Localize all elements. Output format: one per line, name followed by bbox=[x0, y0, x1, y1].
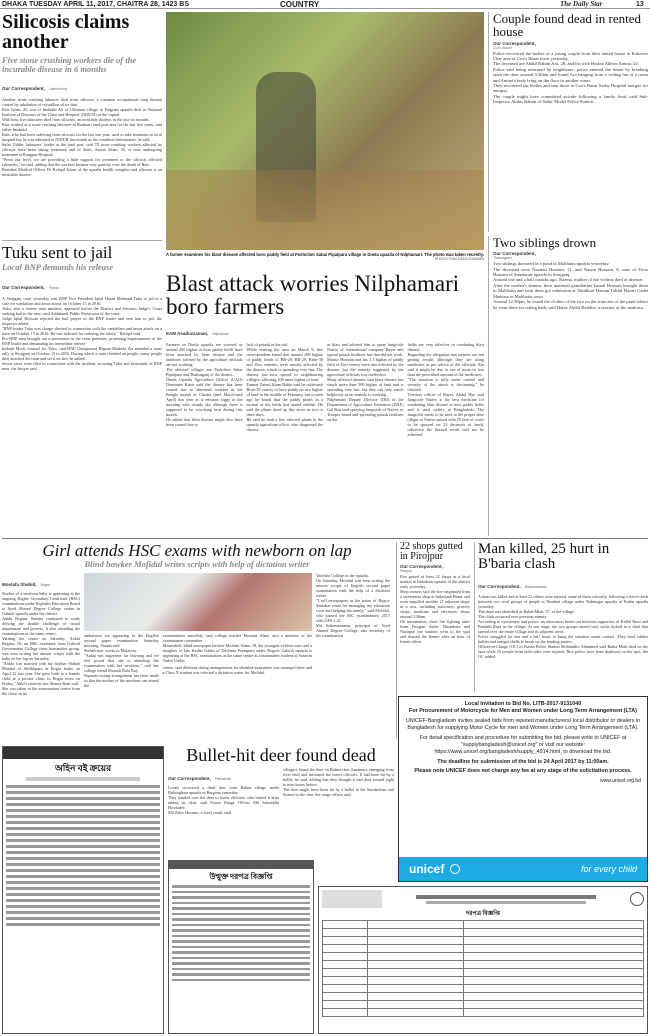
unicef-globe-icon bbox=[450, 864, 460, 874]
tuku-byline: Our Correspondent, bbox=[2, 284, 45, 290]
unicef-title: Local Invitation to Bid No. LITB-2017-9131040 bbox=[464, 701, 582, 707]
shops-byline: Our Correspondent, bbox=[400, 564, 443, 570]
hsc-byline: Mostafa Shahid, bbox=[2, 581, 37, 587]
hsc-headline: Girl attends HSC exams with newborn on lap bbox=[42, 542, 352, 560]
siblings-byline: Our Correspondent, bbox=[493, 251, 536, 257]
unicef-subtitle: For Procurement of Motorcycle for Men and Women under Long Term Arrangement (LTA) bbox=[409, 708, 637, 714]
silicosis-byline: Our Correspondent, bbox=[2, 86, 45, 92]
unicef-banner bbox=[399, 857, 647, 881]
unicef-url[interactable]: www.unicef.org.bd bbox=[600, 778, 641, 784]
unicef-no-fee: Please note UNICEF does not charge any fee at any stage of the solicitation process. bbox=[414, 768, 632, 774]
deer-story bbox=[168, 746, 394, 856]
bbaria-byline: Our Correspondent, bbox=[478, 583, 521, 589]
blast-col-1: Farmers in Dimla upazila are worried as around 200 bighas of boro paddy fields have been attacked by blast disease and the antidotes advised by the agriculture officials are not working. The affected villages are Pashchim Sabai Pipalpara and Thakurganj of the district. Dimla Upazila Agriculture Officer (UAO) Dominate Kabir said the disease has been caused due to abnormal weather in the Bangla month of Chaitra (mid March-mid April) this year as it remains foggy in the morning with cloudy sky although there is supposed to be scorching heat during this month. He added that blast disease might also have been caused due to bbox=[166, 341, 243, 427]
divider bbox=[2, 538, 648, 539]
ad-2-text-lines bbox=[172, 885, 310, 981]
ad-1-text-lines bbox=[6, 785, 160, 926]
tuku-subhead: Local BNP demands his release bbox=[2, 262, 114, 273]
tuku-story bbox=[2, 244, 162, 534]
ad-1-subtitle-bar bbox=[26, 777, 140, 781]
hsc-col-4: Tarafdar College in the upazila. On Saturday, Mofidul was seen writing the answer scripts of English second paper examination with the help of a dictation writer. "I sell newspapers in the trains of Bogra-Santahar route for managing my education costs and helping the family," said Mofidul, who passed the SSC examinations 2015 with GPA 3.22. Md Sadaruzzaman, principal of Syed Ahmed Degree College, also secretary of the examination bbox=[316, 572, 390, 638]
hsc-col-2: ambulance for appearing in the English second paper examination Saturday morning, Shanta said. Shihab now works in Malaysia. "Ankhi has eagerness for learning and we feel proud that she is attending the examination with her newborn," said her college friend Shonali Rahi Roy. Separate sitting arrangement has been made so that the mother of the newborn can attend the bbox=[84, 632, 159, 688]
blast-byline: EAM Asaduzzaman, bbox=[166, 330, 209, 336]
bbaria-story bbox=[474, 542, 648, 692]
bbaria-location: Brahmanbaria bbox=[524, 584, 547, 589]
couple-headline: Couple found dead in rented house bbox=[493, 12, 642, 40]
shops-location: Pirojpur bbox=[400, 569, 413, 574]
deer-location: Patuakhali bbox=[214, 777, 232, 782]
blast-location: Nilphamari bbox=[212, 331, 230, 336]
masthead bbox=[0, 0, 650, 9]
couple-location: Cox's Bazar bbox=[493, 45, 512, 50]
ad-1-header-bar bbox=[3, 747, 163, 759]
ad-3-table bbox=[322, 920, 644, 1017]
bbaria-body: A man was killed and at least 25 others were injured, some of them critically, following a fierce clash between two rival groups of people at Nimbari village under Nabinagar upazila of Kasba upazila yesterday. The dead was identified as Rabia Miah, 57, of the village. The clash occurred over previous enmity. According to eyewitness and police, an altercation broke out between supporters of Kalbil Raza and Pandath Raza in the village. At one stage, the two groups armed with sticks locked in a clash that spread over the entire village and its adjacent areas. Police struggled for one and a half hours to bring the situation under control. They fired rubber bullets and teargas shells to break up the feuding parties. Officer-in-Charge (OC) of Kasba Police Station Mohiuddin Ahammed said Rabia Miah died on the spot while 25 people from both sides were injured. Riot police have been deployed on the spot, the OC added. bbox=[478, 593, 648, 659]
unicef-logo: unicef bbox=[409, 862, 445, 876]
siblings-body: Two siblings drowned in a pond in Malihatia upazila yesterday. The deceased were Nazmul Hossain, 11, and Nasrin Hossain, 8, sons of Firoz Hussain of Samdarati upazila in Sirajganj. Around one and a half months ago, Nazma, mother of the victims died of disease. After the mother's demise, their maternal grandfather Ismail Hossain brought them to Malihatia and took them got admission at Tahidhari Hassan Tohlid Hazari Cadet Madrasa in Malihatia town. Around 12:30pm, he found the clothes of the two on the staircase of the pond where he went there for taking bath, said Hafez Abdul Baddiss, a teacher of the madrasa. bbox=[493, 261, 648, 310]
shops-body: Fire gutted at least 22 shops at a local market in Indurkani upazila of the district early yesterday. Shop owners said the fire originated from a sweetmeat shop at Indurkani Bazar and soon engulfed another 21 adjacent shops in a row, including stationery, grocery shops, medicine and electronic shops around 3:30am. On information, three fire fighting units from Pirojpur Sadar, Bhanderia and Nazirpur fire stations went to the spot and doused the flames after an hour of frantic effort. bbox=[400, 574, 470, 645]
blast-headline: Blast attack worries Nilphamari boro farmers bbox=[166, 272, 460, 320]
hsc-photo bbox=[84, 573, 312, 631]
couple-body: Police recovered the bodies of a young couple from their rented house in Kalurver Char area of Cox's Bazar town yesterday. The deceased are Abdul Rahim Ara, 28, and his wife Hasina Akhter Amina, 22. Police said being informed by neighbours, police entered the house by breaking open the door around 9:30am and found Ara hanging from a ceiling fan of a room and Amina's body lying on the floor in another room. They recovered the bodies and sent those to Cox's Bazar Sadar Hospital morgue for autopsy. The couple might have committed suicide following a family feud, said Sub-Inspector Abdus Rahim of Sadar Model Police Station. bbox=[493, 50, 648, 105]
unicef-body-1: UNICEF-Bangladesh invites sealed bids from reputed manufacturers/ local distributor or dealers in Bangladesh for supplying Motor Cycle for men and Women under Long Term Arrangement (LTA). bbox=[405, 718, 641, 731]
ad-1-title: অহিন বই ক্রয়ের bbox=[54, 763, 112, 773]
silicosis-headline: Silicosis claims another bbox=[2, 12, 130, 54]
ad-3-title: দরপত্র বিজ্ঞপ্তি bbox=[466, 911, 500, 917]
blast-col-3: as blast and advised him to spray fungicide Nativo of international company Bayer and spread potash fertiliser, but that did not work. Mastur Hossain and his 1.3 bighas of paddy field of Ziro variety were also affected by the disease, but the remedy suggested by the agriculture officials was ineffective. Many affected farmers said blast disease has struck more than 300 bighas of land and is spreading very fast, but they can only watch helplessly as no remedy is working. Nilphamari Deputy Director (DD) of the Department of Agriculture Extension (DAE) Gal Rau said spraying fungicide of Nativo or Trooper brand and spreading potash fertiliser on the bbox=[327, 341, 404, 422]
blast-col-4: fields are very effective in combating blast disease. Regarding the allegation that farmers are not getting results although they are using medicines as per advice of the officials, Ahi said it might be due to use of more or less than the prescribed amount of the medicines. "The situation is fully under control and severity of the attack is decreasing," he claimed. Territory officer of Bayer, Abdul Hye said fungicide Nativo is the best medicine for combating blast disease in boro paddy fields and is used widely in Bangladesh. The fungicide needs to be used in the proper dose (40gm of Nativo mixed with 70 litre of water to be sprayed on 33 decimals of land), otherwise the desired result will not be achieved. bbox=[407, 341, 484, 437]
silicosis-body: Another stone crushing labourer died from silicosis, a common occupational lung disease caused by inhalation of crystalline silica dust. Rais Islam, 25, son of Imdadul Ali of Ultimura village in Patgram upazila died at National Institute of Diseases of the Chest and Hospital (NIDCH) in the capital. With him, five labourers died from silicosis, an incurable disease, in the last six months. Rais worked as a stone crushing labourer in Burimari land port area for the last five years, said father Imdadul. Rais, who had been suffering from silicosis for the last one year, used to take treatment at local hospital but he was admitted to NIDCH last month as his condition deteriorated, he said. Safar Uddin, labourers' leader at the land port, said 70 stone crushing workers affected by silicosis have been taking treatment and of them, Anwar Islam, 35, is now undergoing treatment at Rangpur Hospital. "From our level, we are providing a little support for treatment to the silicosis affected labourers," he said, adding that the workers became very panicky over the death of Rais. Resident Medical Officer Dr Rafiqul Islam of the upazila health complex said silicosis is an incurable disease. bbox=[2, 97, 162, 178]
divider bbox=[2, 240, 162, 241]
unicef-tagline: for every child bbox=[580, 864, 637, 874]
photo-caption-block bbox=[166, 252, 484, 268]
bengali-ad-3 bbox=[318, 886, 648, 1034]
masthead-page: 13 bbox=[636, 1, 644, 8]
unicef-body-2: For detail specification and procedure for submitting the bid, please write to UNICEF at "supplybangladesh@unicef.org" or visit our website: https://www.unicef.org/bangladesh/supply_4914.html, to download the bid. bbox=[419, 735, 627, 755]
bbaria-headline: Man killed, 25 hurt in B'baria clash bbox=[478, 542, 610, 573]
siblings-story bbox=[488, 236, 648, 536]
hsc-col-3: examinations smoothly, said college teacher Momtaz Alam, also a member of the examination committee. Meanwhile, blind newspaper hawker Mofidul Islam, 18, the youngest of three sons and a daughter of late Keden Uddin of Telchana Paranpara under Bogra's Gabtoli upazila is appearing at the HSC examinations at the same centre at a humanities student of Somirin Tasbir Uddin bbox=[162, 632, 312, 663]
shops-headline: 22 shops gutted in Pirojpur bbox=[400, 542, 463, 563]
ad-2-title: উন্মুক্ত দরপত্র বিজ্ঞপ্তি bbox=[209, 872, 273, 881]
ad-3-logo-icon bbox=[630, 892, 644, 906]
deer-col-1: Locals recovered a dead deer from Rabna village under Pathorghata upazila of Bargona yesterday. They handed over the deer to forest officials, who buried it after taking its skin, said Forest Range Officer Md Salauddin Howlader. Md Zakir Hossain, a local youth, said bbox=[168, 785, 279, 816]
ad-3-header bbox=[322, 890, 644, 908]
blast-col-2: lack of potash in the soil. While visiting the area on March 9, this correspondent found that around 200 bighas of paddy fields of BR-28, BR-29, Binir-38 and Ziro varieties were mostly affected by the disease, which is spreading very fast. The disease has now spread to neighbouring villages, affecting 100 more bighas of land. Farmer Zainul Islam Bablu said he cultivated Binir-28 variety of boro paddy on two bighas of land in the middle of February, but a week ago he found that the paddy plants in a section of the fields had turned reddish. He said the plants dried up like straw in two or three days. He said he took a few affected plants to the upazila agriculture office, who diagnosed the disease bbox=[246, 341, 323, 432]
hsc-story bbox=[2, 542, 392, 738]
couple-byline: Our Correspondent, bbox=[493, 40, 536, 46]
bengali-ad-1 bbox=[2, 746, 164, 1034]
hsc-col-3b: centre, said different sitting arrangements for disabled examinees was arranged there and a Class X student was selected a dictation writer for Mofidul. bbox=[162, 664, 312, 675]
masthead-section: COUNTRY bbox=[280, 0, 320, 9]
bengali-ad-2 bbox=[168, 860, 314, 1034]
unicef-ad bbox=[398, 696, 648, 882]
masthead-date: DHAKA TUESDAY APRIL 11, 2017, CHAITRA 28, 1423 BS bbox=[2, 1, 189, 8]
couple-story bbox=[488, 12, 648, 232]
hsc-subhead: Blind hawker Mofidul writes scripts with help of dictation writer bbox=[84, 559, 310, 570]
siblings-location: Thakurgaon bbox=[493, 256, 512, 261]
tuku-body: A Sirajganj court yesterday sent BNP Vice President Iqbal Hasan Mahmud Tuku to jail in a case for vandalism and arson attack on October 15 in 2016. Tuku, also a former state minister, appeared before the District and Sessions Judge's Court seeking bail in the case, said Additional Public Prosecutor of the court. Judge Iqbal Hossain rejected the bail prayer of the BNP leader and sent him to jail, the inspector added. "BNP leader Tuku was charge sheeted in connection with the vandalism and arson attack on a train on October 15 in 2016. He was indicted for ordering the attack," Rafiqul said. Pro-BNP men brought out a procession in the court premises, protesting imprisonment of the BNP leader and demanding his immediate release. Indrajit Modi, counsel for Tuku, said BNP Chairperson Begum Khaleda Zia attended a mass rally at Sirajganj on October 15 in 2016. During which a train climbed on people, many people then attacked the train and set it on fire, he added. Seven cases were filed in connection with the incident, accusing Tuku and thousands of BNP men, the lawyer said. bbox=[2, 295, 162, 371]
unicef-deadline: The deadline for submission of the bid is 24 April 2017 by 11:00am. bbox=[437, 759, 609, 765]
masthead-paper: The Daily Star bbox=[560, 0, 603, 8]
photo-caption: A farmer examines his blast disease affected boro paddy field at Pashchim Sabai Pipalpara village in Dimla upazila of Nilphamari. The photo was taken recently. bbox=[166, 252, 484, 257]
photo-credit: PHOTO: EAM ASADUZZAMAN bbox=[434, 257, 484, 261]
tuku-headline: Tuku sent to jail bbox=[2, 244, 113, 262]
ad-2-header-bar bbox=[169, 861, 313, 869]
deer-col-2: villagers found the deer on Rabna char (landmass emerging from river bed) and informed the forest officials. It had been hit by a bullet, he said, adding that they thought it had died around eight to nine hours before. The deer might have been hit by a bullet in the Sundarbans and floated to the char, the range officer said. bbox=[283, 767, 394, 798]
tuku-location: Pabna bbox=[48, 285, 59, 290]
paddy-field-photo bbox=[166, 12, 484, 250]
deer-byline: Our Correspondent, bbox=[168, 776, 211, 782]
deer-headline: Bullet-hit deer found dead bbox=[186, 746, 376, 765]
silicosis-story bbox=[2, 12, 162, 240]
blast-story bbox=[166, 272, 484, 536]
field-foreground bbox=[166, 170, 484, 250]
hsc-col-1: Studies of a newborn baby is appearing at the ongoing Higher Secondary Certificate (HSC) examinations under Rajshahi Education Board at Syed Ahmed Degree College centre in Gabtoli upazila under the district. Ankhi Begum, Sonday continued to study defying the double challenge of visual impairment and poverty. It also attending the examinations at the same centre. Visiting the centre on Saturday, Ankhi Begum, 18, an HSC examinee from Gabtoli Government College from humanities group, was seen writing her answer scripts with the baby on her lap on Saturday. "Ankhi was married with my brother Shihab Mondal of Shelkhpara in Bogra Sadar on April 22 last year. She gave birth to a female child at a private clinic in Bogra town on Friday," Akhi's sister-in-law Shanta Rani said. She was taken to the examination centre from the clinic in an bbox=[2, 590, 80, 696]
silicosis-subhead: Five stone crushing workers die of the incurable disease in 6 months bbox=[2, 54, 137, 75]
siblings-headline: Two siblings drown bbox=[493, 236, 597, 250]
hsc-location: Bogra bbox=[40, 582, 50, 587]
silicosis-location: Lalmonirhat bbox=[48, 87, 68, 92]
